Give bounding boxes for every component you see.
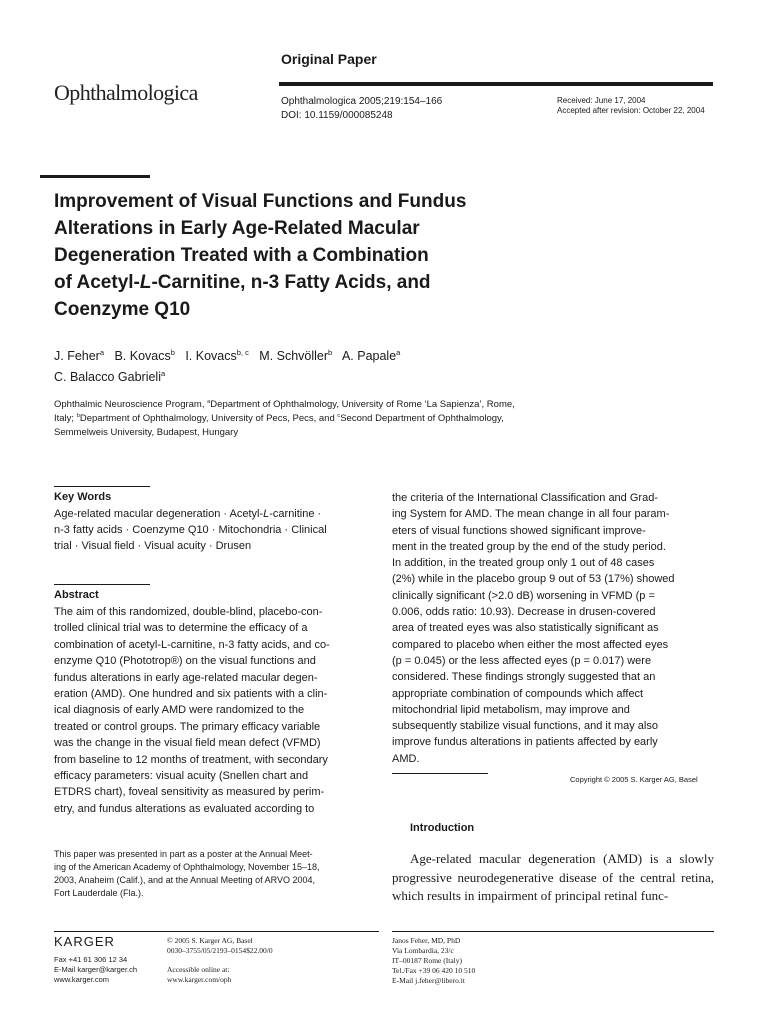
introduction-heading: Introduction (410, 822, 475, 834)
keywords-fragment: Age-related macular degeneration · Acetyl- (54, 508, 264, 520)
author-name: A. Papale (341, 349, 397, 363)
title-line: Coenzyme Q10 (54, 299, 191, 320)
abstract-line: ing System for AMD. The mean change in all four param- (392, 508, 670, 521)
abstract-line: eters of visual functions showed significant improve- (392, 524, 646, 537)
footer-copyright-line: © 2005 S. Karger AG, Basel (167, 936, 253, 945)
author-name: M. Schvöller (259, 349, 329, 363)
article-title (54, 188, 614, 323)
abstract-line: The aim of this randomized, double-blind, placebo-con- (54, 606, 323, 618)
corresp-line: Via Lombardia, 23/c (392, 946, 454, 955)
publisher-contact (54, 955, 137, 985)
author-affil-mark: b (328, 347, 333, 357)
corresp-email[interactable]: E-Mail j.feher@libero.it (392, 976, 465, 985)
footnote-line: 2003, Anaheim (Calif.), and at the Annual Meeting of ARVO 2004, (54, 875, 316, 885)
author (342, 349, 400, 363)
abstract-line: mitochondrial lipid metabolism, may improve and (392, 703, 630, 716)
title-text: -Carnitine, n-3 Fatty Acids, and (151, 272, 431, 293)
author-name: J. Feher (54, 349, 100, 363)
footer-rule-right (392, 931, 714, 932)
abstract-line: subsequently stabilize visual functions, and it may also (392, 720, 658, 733)
header-rule (279, 82, 713, 86)
affil-mark: a (207, 398, 211, 405)
affiliation-text: Department of Ophthalmology, University of Rome ‘La Sapienza’, Rome, (210, 399, 515, 410)
footer-copyright (167, 936, 273, 956)
keywords-italic: L (263, 508, 270, 520)
keywords-rule (54, 486, 150, 487)
keywords-line: trial · Visual field · Visual acuity · Drusen (54, 540, 252, 552)
affil-mark: c (337, 412, 341, 419)
abstract-line: ment in the treated group by the end of the study period. (392, 540, 666, 553)
abstract-line: from baseline to 12 months of treatment, with secondary (54, 753, 328, 766)
received-date: Received: June 17, 2004 (557, 96, 646, 105)
keywords-heading: Key Words (54, 491, 112, 503)
footnote-line: This paper was presented in part as a poster at the Annual Meet- (54, 849, 313, 859)
corresp-line: IT–00187 Rome (Italy) (392, 956, 462, 965)
footer-issn: 0030–3755/05/2193–0154$22.00/0 (167, 946, 273, 955)
affiliation-line (54, 412, 614, 426)
correspondence-address (392, 936, 475, 986)
online-url[interactable]: www.karger.com/oph (167, 975, 232, 984)
keywords-text (54, 506, 379, 554)
footer-rule-left (54, 931, 379, 932)
abstract-line: AMD. (392, 752, 420, 765)
author-affil-mark: a (161, 368, 166, 378)
affiliations (54, 398, 614, 440)
author (185, 349, 249, 363)
author-affil-mark: a (396, 347, 401, 357)
abstract-right (392, 490, 714, 767)
publisher-email[interactable]: E-Mail karger@karger.ch (54, 965, 138, 974)
affil-mark: b (76, 412, 80, 419)
abstract-heading: Abstract (54, 589, 99, 601)
abstract-line: (p = 0.045) or the less affected eyes (p = 0.017) were (392, 654, 652, 667)
title-line: Alterations in Early Age-Related Macular (54, 218, 420, 239)
abstract-line: ical diagnosis of early AMD were randomized to the (54, 704, 305, 717)
title-italic: L (139, 272, 152, 293)
citation (281, 95, 442, 123)
abstract-line: combination of acetyl-L-carnitine, n-3 fatty acids, and co- (54, 638, 330, 651)
abstract-line: efficacy parameters: visual acuity (Snellen chart and (54, 770, 309, 783)
title-rule (40, 175, 150, 178)
abstract-line: treated or control groups. The primary efficacy variable (54, 720, 321, 733)
title-line (54, 269, 614, 296)
abstract-end-rule (392, 773, 488, 774)
author (259, 349, 332, 363)
article-dates (557, 96, 705, 116)
author-affil-mark: b (170, 347, 175, 357)
author (54, 370, 165, 384)
introduction-text: Age-related macular degeneration (AMD) is a slowly progressive neurodegenerative disease of the central retina, which results in impairment of principal retinal func- (392, 851, 714, 903)
publisher-logo: KARGER (54, 934, 115, 949)
abstract-line: trolled clinical trial was to determine the efficacy of a (54, 622, 308, 635)
keywords-line (54, 506, 379, 522)
abstract-line: considered. These findings strongly suggested that an (392, 671, 656, 684)
affiliation-text: Ophthalmic Neuroscience Program, (54, 399, 208, 410)
affiliation-line: Semmelweis University, Budapest, Hungary (54, 427, 239, 438)
author-name: B. Kovacs (114, 349, 171, 363)
abstract-rule (54, 584, 150, 585)
footnote-line: ing of the American Academy of Ophthalmology, November 15–18, (54, 862, 320, 872)
citation-journal: Ophthalmologica 2005;219:154–166 (281, 96, 443, 107)
affiliation-text: Second Department of Ophthalmology, (340, 413, 504, 424)
presentation-footnote (54, 848, 379, 900)
author-line (54, 367, 400, 388)
abstract-line: compared to placebo when either the most affected eyes (392, 638, 669, 651)
journal-logo: Ophthalmologica (54, 80, 198, 105)
abstract-line: 0.006, odds ratio: 10.93). Decrease in drusen-covered (392, 606, 656, 619)
abstract-line: was the change in the visual field mean defect (VFMD) (54, 737, 321, 750)
footnote-line: Fort Lauderdale (Fla.). (54, 888, 144, 898)
accepted-date: Accepted after revision: October 22, 2004 (557, 106, 705, 115)
publisher-website[interactable]: www.karger.com (54, 975, 110, 984)
author-line (54, 346, 400, 367)
abstract-line: eration (AMD). One hundred and six patients with a clin- (54, 688, 328, 701)
abstract-line: the criteria of the International Classification and Grad- (392, 492, 658, 504)
keywords-fragment: -carnitine · (269, 508, 322, 520)
online-label: Accessible online at: (167, 965, 230, 974)
abstract-left (54, 604, 379, 817)
abstract-line: clinically significant (>2.0 dB) worsening in VFMD (p = (392, 589, 655, 602)
citation-doi: DOI: 10.1159/000085248 (281, 110, 393, 121)
affiliation-text: Department of Ophthalmology, University of Pecs, Pecs, and (79, 413, 338, 424)
corresp-line: Janos Feher, MD, PhD (392, 936, 461, 945)
abstract-line: enzyme Q10 (Phototrop®) on the visual functions and (54, 655, 316, 668)
title-text: of Acetyl- (54, 272, 140, 293)
title-line: Degeneration Treated with a Combination (54, 245, 429, 266)
author-name: I. Kovacs (185, 349, 237, 363)
abstract-line: ETDRS chart), foveal sensitivity as measured by perim- (54, 786, 325, 799)
author (114, 349, 174, 363)
abstract-line: (2%) while in the placebo group 9 out of 53 (17%) showed (392, 573, 675, 586)
abstract-line: fundus alterations in early age-related macular degen- (54, 671, 318, 684)
author-affil-mark: b, c (236, 347, 249, 357)
abstract-line: appropriate combination of compounds which affect (392, 687, 644, 700)
keywords-line: n-3 fatty acids · Coenzyme Q10 · Mitochondria · Clinical (54, 524, 327, 536)
section-label: Original Paper (281, 51, 377, 67)
author (54, 349, 104, 363)
title-line: Improvement of Visual Functions and Fundus (54, 191, 467, 212)
author-list (54, 346, 400, 388)
author-affil-mark: a (99, 347, 105, 357)
abstract-line: area of treated eyes was also statistically significant as (392, 622, 659, 635)
author-name: C. Balacco Gabrieli (54, 370, 161, 384)
abstract-copyright: Copyright © 2005 S. Karger AG, Basel (570, 775, 698, 784)
abstract-line: In addition, in the treated group only 1 out of 48 cases (392, 557, 655, 570)
online-access (167, 965, 231, 985)
abstract-line: etry, and fundus alterations as evaluated according to (54, 802, 315, 815)
affiliation-line (54, 398, 614, 412)
abstract-line: improve fundus alterations in patients affected by early (392, 736, 658, 749)
affiliation-text: Italy; (54, 413, 77, 424)
publisher-fax: Fax +41 61 306 12 34 (54, 955, 128, 964)
corresp-line: Tel./Fax +39 06 420 10 510 (392, 966, 476, 975)
